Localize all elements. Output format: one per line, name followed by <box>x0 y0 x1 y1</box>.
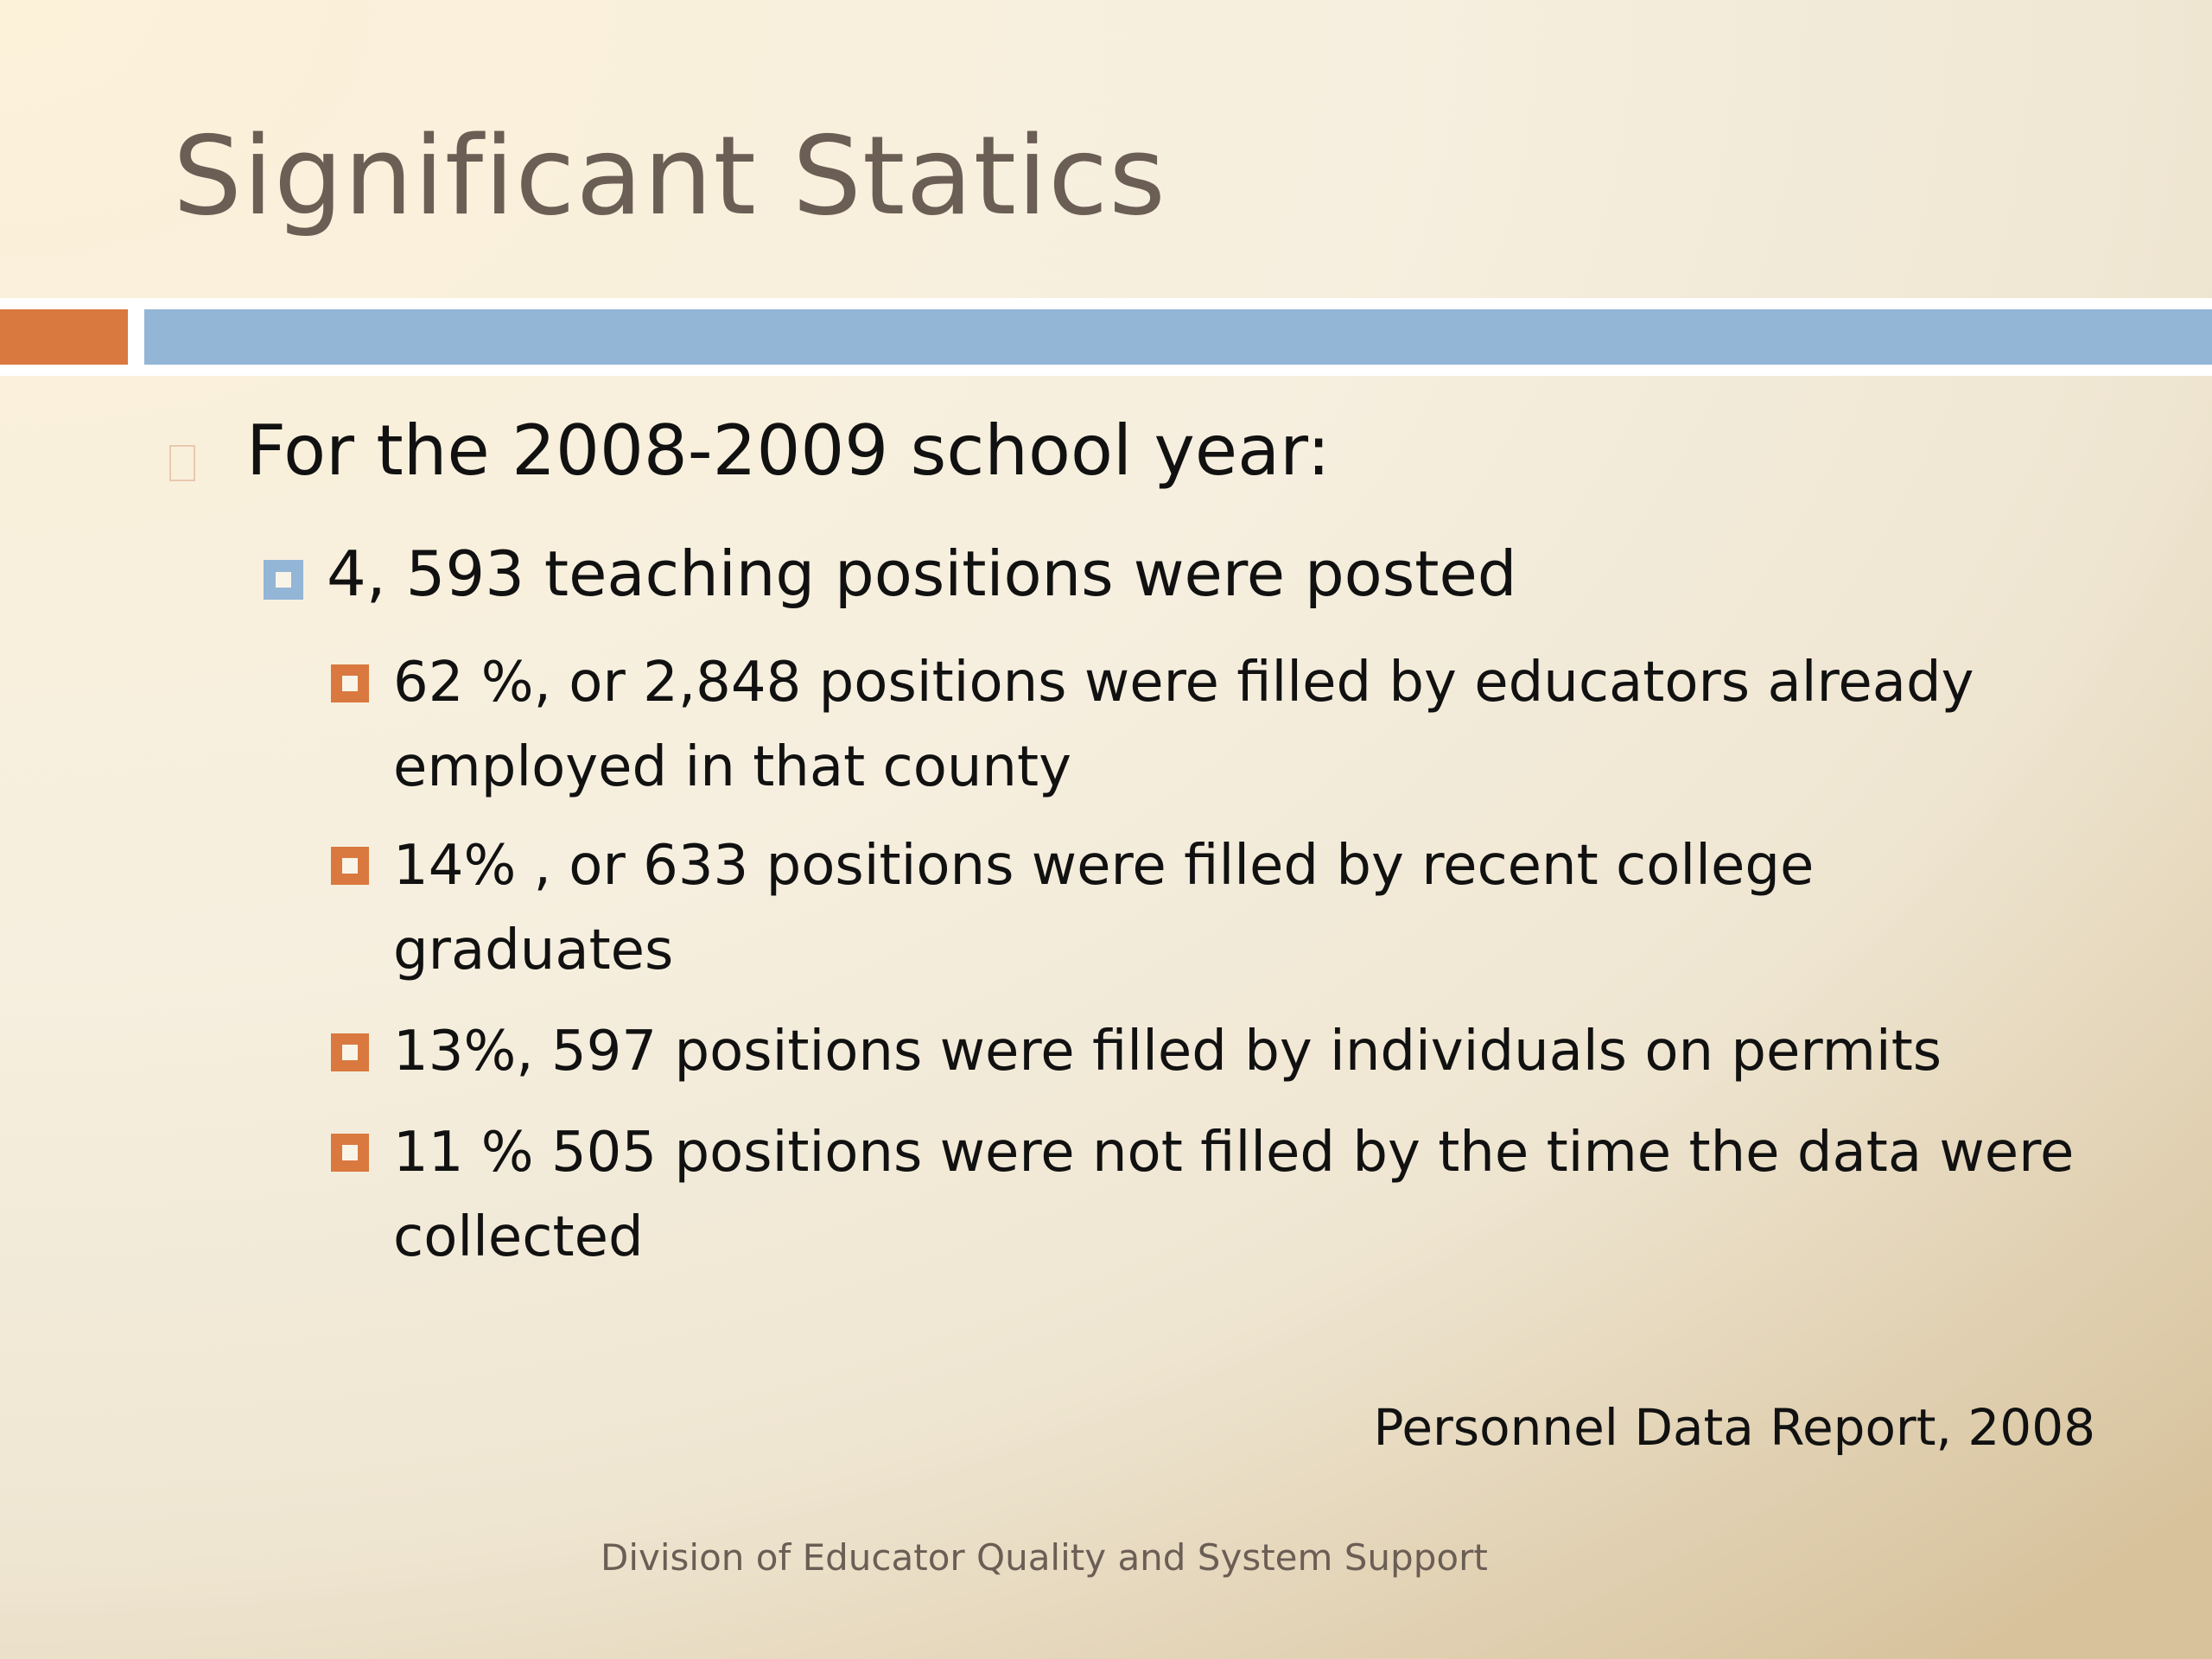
level3-bullet-text: 13%, 597 positions were filled by individuals on permits <box>393 1020 1942 1084</box>
level1-bullet-text: For the 2008-2009 school year: <box>246 410 1331 491</box>
level3-bullet-text: 11 % 505 positions were not filled by the time the data were collected <box>393 1121 2075 1269</box>
source-citation: Personnel Data Report, 2008 <box>1373 1398 2095 1457</box>
level3-bullet-icon <box>331 1033 369 1071</box>
level2-bullet-text: 4, 593 teaching positions were posted <box>327 537 1517 610</box>
slide-footer: Division of Educator Quality and System Support <box>601 1536 1488 1579</box>
level3-bullet-icon <box>331 1134 369 1172</box>
level2-bullet-icon <box>264 560 303 600</box>
slide-title: Significant Statics <box>173 112 1166 239</box>
level3-bullet-icon <box>331 847 369 885</box>
level1-bullet-icon <box>169 445 195 481</box>
level3-bullet-text: 62 %, or 2,848 positions were filled by educators already employed in that county <box>393 651 1974 799</box>
level3-bullet-icon <box>331 664 369 702</box>
level3-bullet-text: 14% , or 633 positions were filled by recent college graduates <box>393 834 1815 982</box>
